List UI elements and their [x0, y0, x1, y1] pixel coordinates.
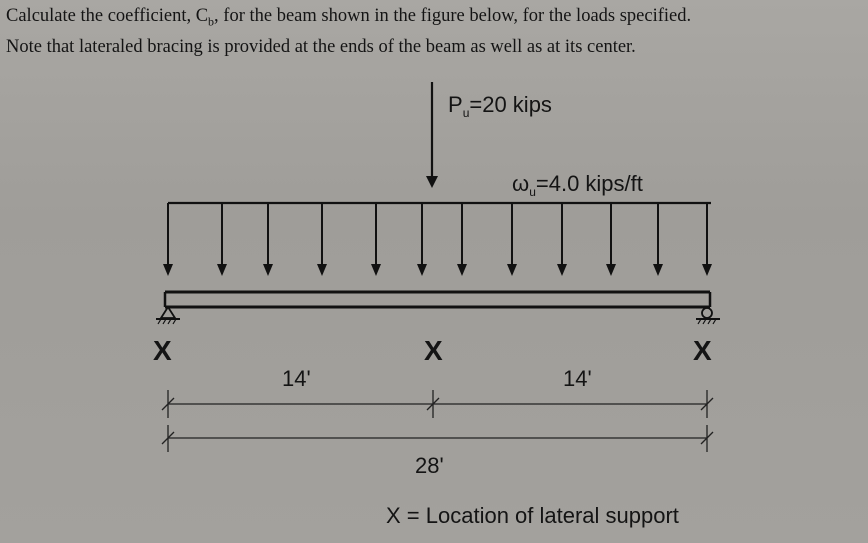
distributed-load-arrow [653, 203, 663, 276]
point-load-label [448, 92, 552, 120]
distributed-load-arrow [417, 203, 427, 276]
distributed-load-arrow [371, 203, 381, 276]
problem-line-2: Note that lateraled bracing is provided at the ends of the beam as well as at its center. [6, 36, 636, 57]
distributed-load-arrow [557, 203, 567, 276]
problem-line-1-end: , for the beam shown in the figure below, for the loads specified. [214, 6, 692, 26]
total-dimension-line [162, 425, 713, 452]
total-span-label: 28' [415, 453, 444, 478]
lateral-support-center: X [424, 335, 443, 366]
distributed-load-arrow [457, 203, 467, 276]
distributed-load-arrow [163, 203, 173, 276]
cb-subscript: b [208, 14, 215, 29]
distributed-load-subscript: u [529, 185, 536, 199]
point-load-subscript: u [462, 106, 470, 120]
span-dimension-line [162, 390, 713, 418]
distributed-load-arrow [217, 203, 227, 276]
point-load-value: =20 kips [469, 92, 552, 117]
pin-support [156, 307, 180, 324]
point-load-symbol: P [448, 92, 463, 117]
point-load-arrow [426, 82, 438, 188]
distributed-load-value: =4.0 kips/ft [535, 171, 643, 196]
lateral-support-legend: X = Location of lateral support [386, 503, 679, 528]
beam [165, 292, 710, 307]
distributed-load-arrow [507, 203, 517, 276]
distributed-load-arrows [163, 203, 712, 276]
left-span-label: 14' [282, 366, 311, 391]
distributed-load-arrow [702, 203, 712, 276]
lateral-support-left: X [153, 335, 172, 366]
right-span-label: 14' [563, 366, 592, 391]
distributed-load-arrow [606, 203, 616, 276]
lateral-support-right: X [693, 335, 712, 366]
distributed-load-arrow [263, 203, 273, 276]
distributed-load-label [512, 171, 643, 199]
problem-line-1-start: Calculate the coefficient, C [6, 6, 209, 26]
distributed-load-symbol: ω [512, 171, 530, 196]
distributed-load-arrow [317, 203, 327, 276]
roller-support [696, 308, 720, 324]
